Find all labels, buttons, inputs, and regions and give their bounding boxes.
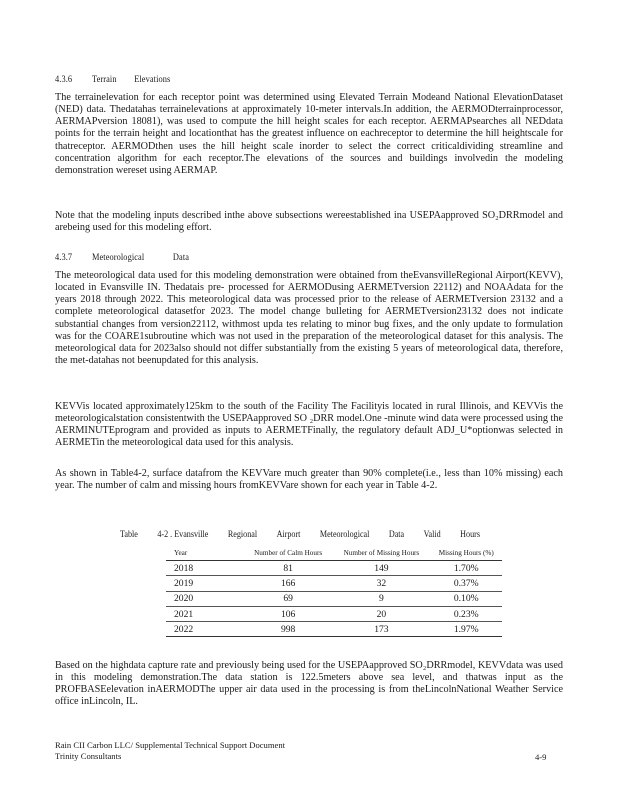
page-footer — [55, 740, 285, 762]
caption-part: Table — [120, 529, 138, 539]
table-ref-paragraph: As shown in Table4-2, surface datafrom the KEVVare much greater than 90% complete(i.e., less than 10% missing) each year. The number of calm and missing hours fromKEVVare shown for each year in Table 4-2. — [55, 468, 563, 492]
header-missing-hours: Number of Missing Hours — [332, 546, 430, 561]
terrain-paragraph: The terrainelevation for each receptor point was determined using Elevated Terrain Modeand National ElevationDataset (NED) data. Thedatahas terrainelevations at approximately 10-meter intervals.In addition, the AERMODterrainprocessor, AERMAPversion 18081), was used to compute the hill height scales for each receptor. AERMAPsearches all NEDdata points for the terrain height and locationthat has the greatest influence on eachreceptor to determine the hill heightscale for thatreceptor. AERMODthen uses the hill height scale inorder to select the correct criticaldividing streamline and concentration algorithm for each receptor.The elevations of the sources and buildings involvedin the modeling demonstration wereset using AERMAP. — [55, 92, 563, 176]
table-header-row — [166, 546, 502, 561]
kevv-paragraph: KEVVis located approximately125km to the south of the Facility The Facilityis located in rural Illinois, and KEVVis the meteorologicalstation consistentwith the USEPAapproved SO ₂DRR model.One -minute wind data were processed using the AERMINUTEprogram and provided as inputs to AERMETFinally, the regulatory default ADJ_U*optionwas selected in AERMETin the meteorological data used for this analysis. — [55, 401, 563, 449]
caption-part: Meteorological — [319, 529, 370, 539]
table-row — [166, 606, 502, 621]
section-title-word: Data — [172, 253, 190, 263]
cell-year: 2020 — [166, 591, 244, 606]
page-number: 4-9 — [535, 752, 547, 762]
table-row — [166, 561, 502, 576]
cell-missing: 173 — [332, 622, 430, 637]
terrain-note-paragraph: Note that the modeling inputs described inthe above subsections wereestablished ina USEPAapproved SO₂DRRmodel and arebeing used for this modeling effort. — [55, 210, 563, 234]
table-row — [166, 622, 502, 637]
cell-calm: 106 — [244, 606, 332, 621]
met-data-paragraph: The meteorological data used for this modeling demonstration were obtained from theEvansvilleRegional Airport(KEVV), located in Evansville IN. Thedatais pre- processed for AERMODusing AERMETversion 22112) and NOAAdata for the years 2018 through 2022. This meteorological data was processed prior to the release of AERMETversion 23132 and a complete meteorological datasetfor 2023. The model change bulleting for AERMETversion23132 does not indicate substantial changes from version22112, withmost upda tes relating to minor bug fixes, and the only update to formulation was for the COARE1subroutine which was not used in the preparation of the meteorological dataset for this analysis. The meteorological data for 2023also should not differ substantially from the existing 5 years of meteorological data, therefore, the met-datahas not beenupdated for this analysis. — [55, 270, 563, 366]
cell-missing: 32 — [332, 576, 430, 591]
cell-calm: 69 — [244, 591, 332, 606]
cell-percent: 0.10% — [430, 591, 502, 606]
cell-missing: 20 — [332, 606, 430, 621]
conclusion-paragraph: Based on the highdata capture rate and previously being used for the USEPAapproved SO₂DRRmodel, KEVVdata was used in this modeling demonstration.The data station is 122.5meters above sea level, and thatwas input as the PROFBASEelevation inAERMODThe upper air data used in the processing is from theLincolnNational Weather Service office inLincoln, IL. — [55, 660, 563, 708]
cell-missing: 9 — [332, 591, 430, 606]
cell-year: 2019 — [166, 576, 244, 591]
footer-document-title: Rain CII Carbon LLC/ Supplemental Technical Support Document — [55, 740, 286, 750]
caption-part: Airport — [276, 529, 301, 539]
section-title-word: Elevations — [134, 75, 171, 85]
cell-missing: 149 — [332, 561, 430, 576]
caption-part: Regional — [227, 529, 258, 539]
cell-calm: 81 — [244, 561, 332, 576]
caption-part: Valid — [423, 529, 441, 539]
caption-part: Data — [388, 529, 405, 539]
cell-year: 2021 — [166, 606, 244, 621]
caption-part: Hours — [460, 529, 480, 539]
table-caption — [120, 529, 480, 539]
header-missing-percent: Missing Hours (%) — [430, 546, 502, 561]
footer-company: Trinity Consultants — [55, 751, 122, 761]
cell-year: 2018 — [166, 561, 244, 576]
cell-calm: 998 — [244, 622, 332, 637]
cell-percent: 1.70% — [430, 561, 502, 576]
section-number: 4.3.7 — [55, 253, 73, 263]
cell-calm: 166 — [244, 576, 332, 591]
cell-percent: 0.23% — [430, 606, 502, 621]
table-row — [166, 591, 502, 606]
section-heading-4-3-6 — [55, 75, 170, 85]
cell-percent: 0.37% — [430, 576, 502, 591]
section-title-word: Terrain — [91, 75, 117, 85]
section-title-word: Meteorological — [91, 253, 145, 263]
cell-percent: 1.97% — [430, 622, 502, 637]
table-row — [166, 576, 502, 591]
caption-part: 4-2 . Evansville — [157, 529, 209, 539]
section-number: 4.3.6 — [55, 75, 73, 85]
cell-year: 2022 — [166, 622, 244, 637]
valid-hours-table — [166, 546, 502, 637]
header-year: Year — [166, 546, 244, 561]
section-heading-4-3-7 — [55, 253, 189, 263]
header-calm-hours: Number of Calm Hours — [244, 546, 332, 561]
